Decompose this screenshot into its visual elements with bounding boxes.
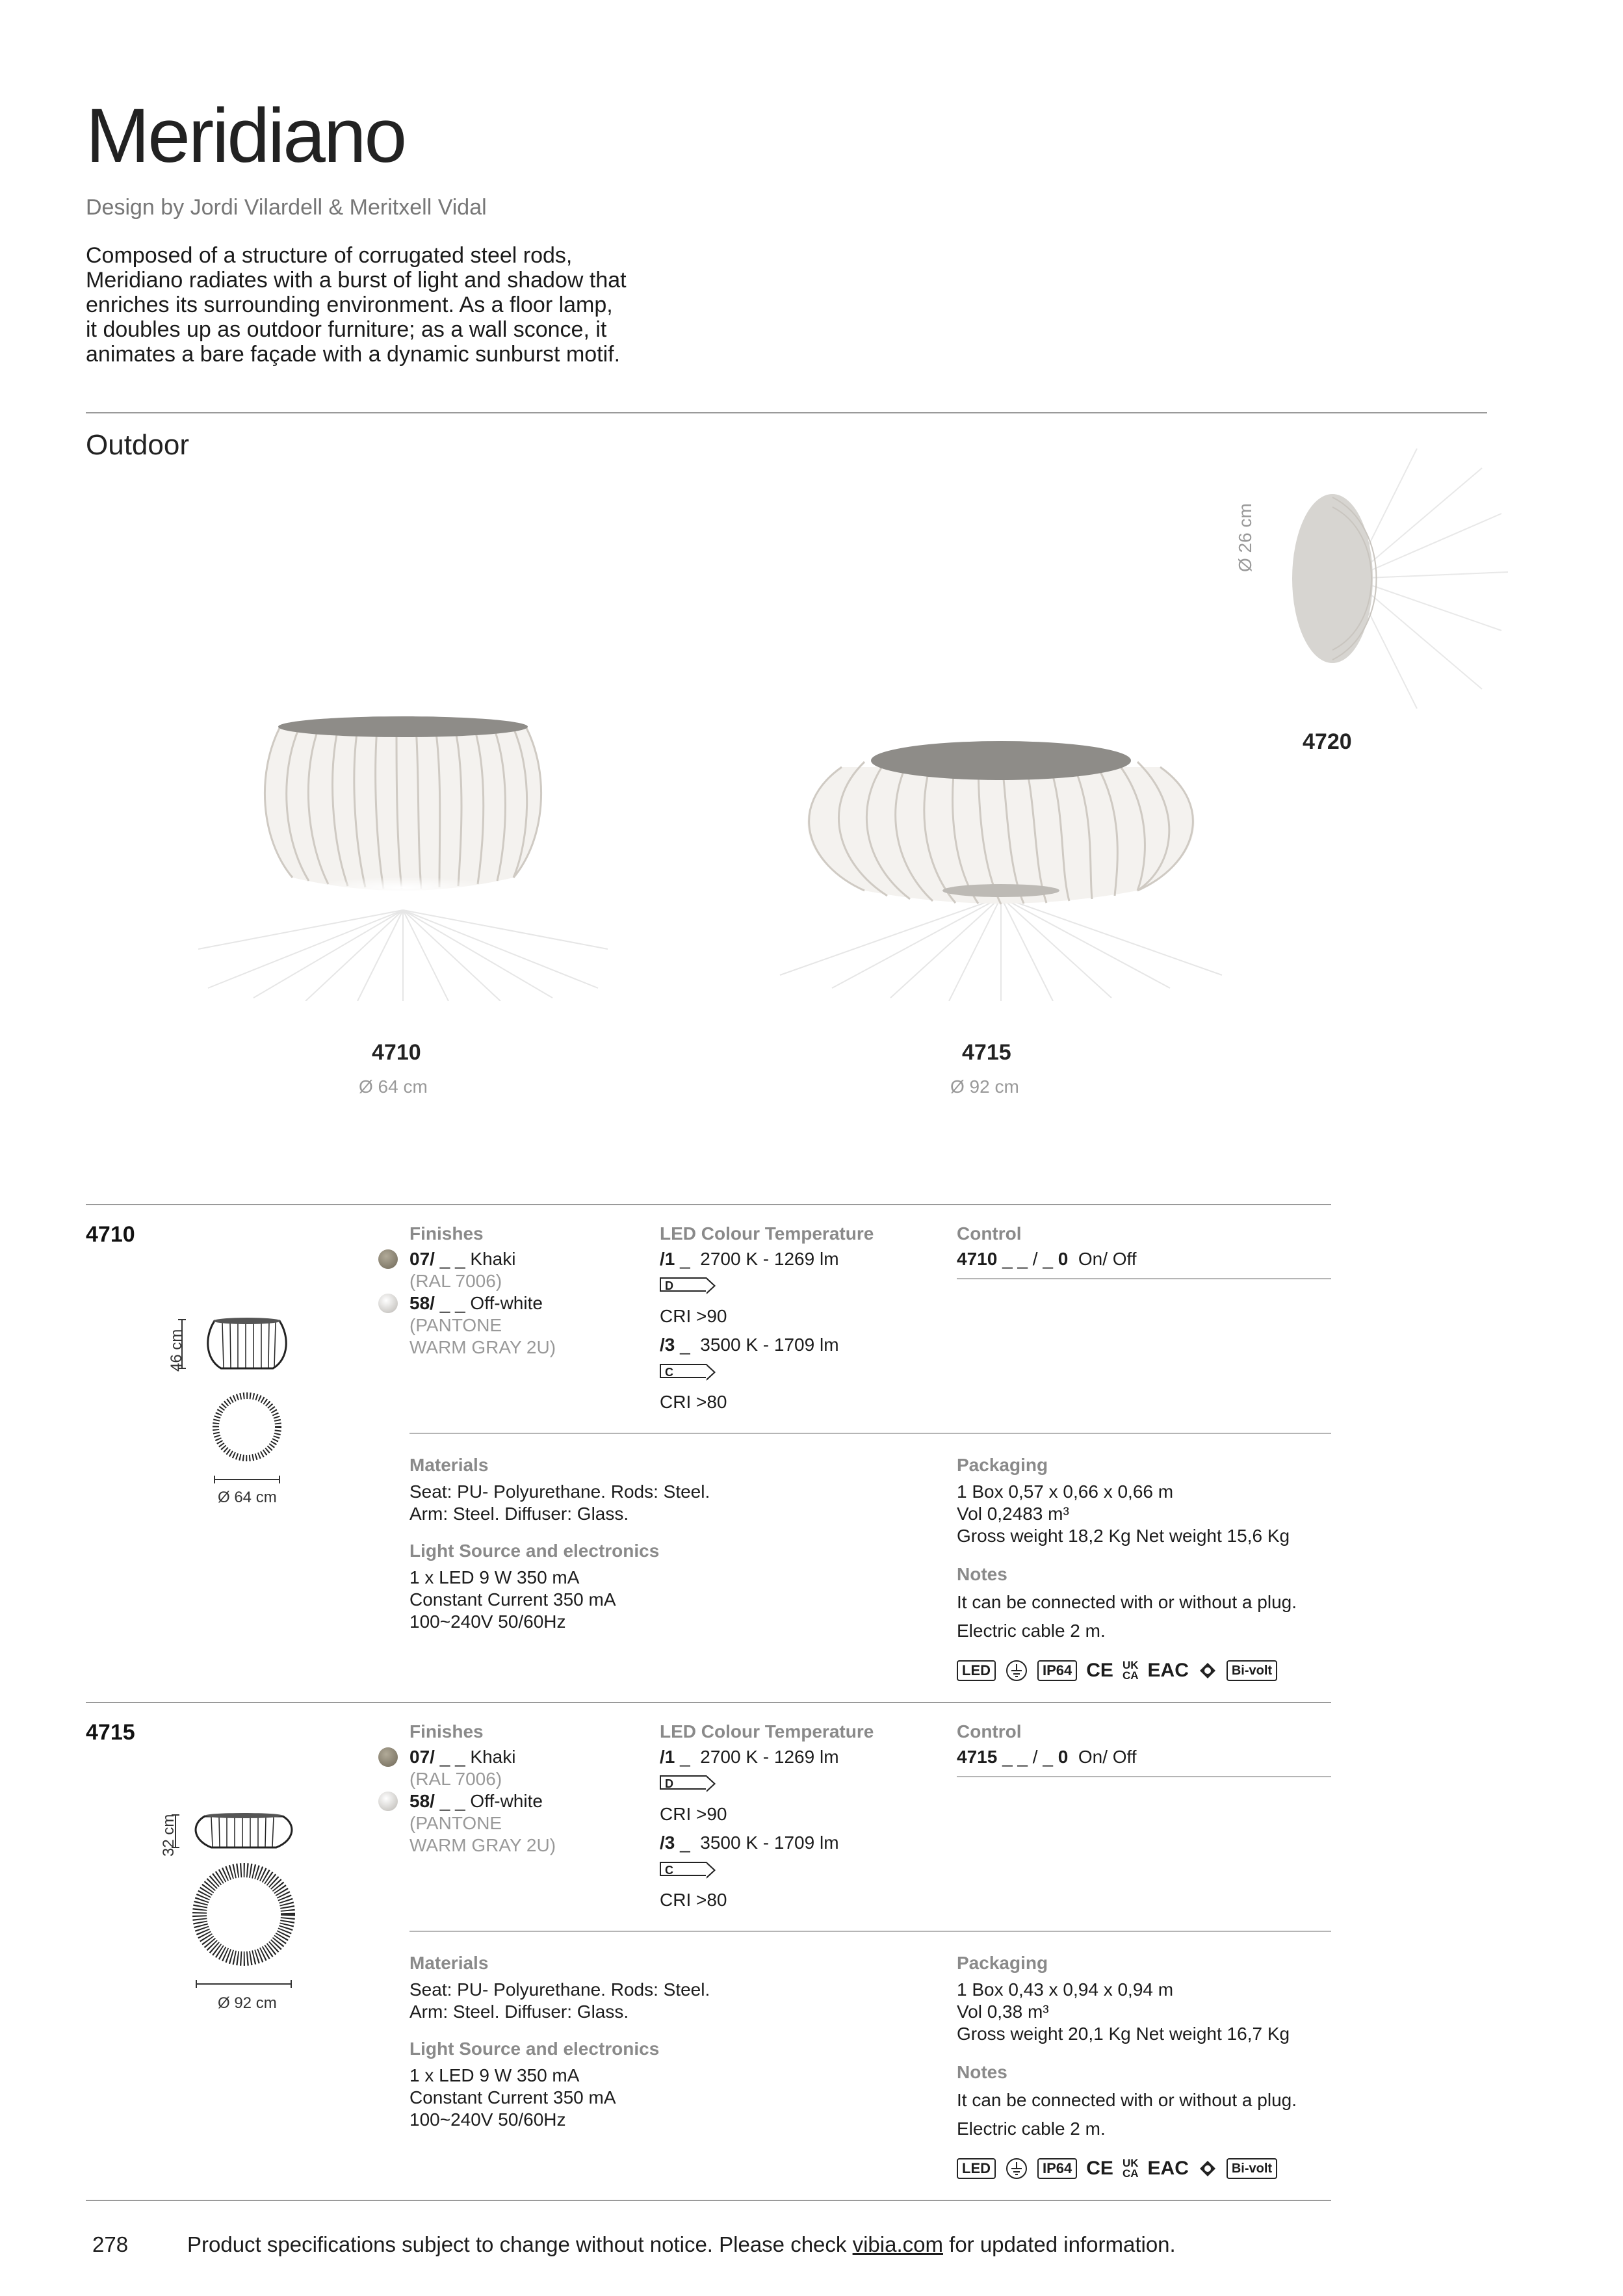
materials-line: Arm: Steel. Diffuser: Glass. (409, 2002, 629, 2022)
materials-line: Seat: PU- Polyurethane. Rods: Steel. (409, 1481, 710, 1502)
control-suffix: 0 (1058, 1249, 1069, 1269)
product-code-4710: 4710 (372, 1040, 421, 1065)
finish-code: 58/ (409, 1293, 435, 1313)
control-label: Control (957, 1223, 1022, 1244)
notes-label: Notes (957, 1564, 1007, 1584)
footer-text: for updated information. (942, 2232, 1176, 2256)
finish-swatch-offwhite (378, 1792, 398, 1814)
finishes-label: Finishes (409, 1223, 484, 1244)
packaging-line: Vol 0,38 m³ (957, 2002, 1049, 2022)
bivolt-badge: Bi-volt (1227, 1660, 1277, 1681)
recycle-icon (1198, 1661, 1217, 1680)
led-temp: 3500 K - 1709 lm (700, 1833, 839, 1853)
finishes-label: Finishes (409, 1721, 484, 1742)
led-temp: 2700 K - 1269 lm (700, 1747, 839, 1767)
height-label: 32 cm (160, 1814, 177, 1857)
packaging-label: Packaging (957, 1953, 1048, 1973)
control-suffix: 0 (1058, 1747, 1069, 1767)
ukca-bottom: CA (1122, 1669, 1139, 1682)
section-title: Outdoor (86, 429, 189, 461)
finish-swatch-offwhite (378, 1294, 398, 1316)
section-divider (86, 412, 1487, 413)
ground-icon (1005, 2157, 1028, 2180)
finish-sub: (PANTONE (409, 1315, 502, 1335)
packaging-line: 1 Box 0,57 x 0,66 x 0,66 m (957, 1481, 1174, 1502)
finish-offwhite (409, 1292, 543, 1314)
wall-lamp-disc (1292, 494, 1373, 663)
ip-rating: IP64 (1037, 2158, 1077, 2179)
ukca-bottom: CA (1122, 2167, 1139, 2180)
ukca-mark (1123, 1660, 1139, 1681)
control-text: On/ Off (1078, 1249, 1137, 1269)
energy-class: C (660, 1364, 707, 1378)
ukca-mark (1123, 2158, 1139, 2179)
led-code: /1 (660, 1747, 675, 1767)
spec-subdivider (409, 1433, 1331, 1434)
eac-mark: EAC (1147, 1660, 1189, 1681)
led-blank: _ (675, 1747, 690, 1767)
ukca-top: UK (1122, 1659, 1139, 1671)
finish-offwhite (409, 1790, 543, 1812)
page-number: 278 (92, 2232, 129, 2256)
energy-class-badge (660, 1775, 707, 1791)
product-code-4720: 4720 (1303, 729, 1352, 754)
control-label: Control (957, 1721, 1022, 1742)
bivolt-badge: Bi-volt (1227, 2158, 1277, 2179)
led-temp: 2700 K - 1269 lm (700, 1249, 839, 1269)
led-blank: _ (675, 1335, 690, 1355)
lamp-seat-top (278, 716, 528, 737)
lamp-diffuser (942, 884, 1059, 897)
lamp-glow (325, 875, 481, 893)
finish-swatch-khaki (378, 1249, 398, 1272)
product-dim-4720: Ø 26 cm (1235, 503, 1255, 572)
finish-blank: _ _ (434, 1293, 465, 1313)
led-code: /1 (660, 1249, 675, 1269)
light-source-label: Light Source and electronics (409, 1541, 660, 1561)
finish-name: Off-white (465, 1293, 543, 1313)
certification-row (957, 1659, 1277, 1682)
finish-name: Khaki (465, 1747, 516, 1767)
led-code: /3 (660, 1335, 675, 1355)
control-blank: _ _ / _ (997, 1249, 1058, 1269)
light-source-line: 1 x LED 9 W 350 mA (409, 1567, 580, 1587)
ukca-top: UK (1122, 2157, 1139, 2169)
notes-line: Electric cable 2 m. (957, 1621, 1106, 1641)
spec-subdivider (409, 1931, 1331, 1932)
ground-icon (1005, 1659, 1028, 1682)
light-source-line: Constant Current 350 mA (409, 1589, 616, 1610)
light-rays (780, 897, 1222, 1001)
energy-class-badge (660, 1862, 707, 1877)
packaging-label: Packaging (957, 1455, 1048, 1475)
spec-code: 4715 (86, 1720, 135, 1745)
led-cri: CRI >90 (660, 1306, 727, 1326)
finish-code: 07/ (409, 1747, 435, 1767)
intro-paragraph (86, 243, 736, 367)
diameter-label: Ø 92 cm (218, 1994, 277, 2012)
materials-label: Materials (409, 1953, 489, 1973)
finish-name: Khaki (465, 1249, 516, 1269)
control-underline (957, 1278, 1331, 1279)
packaging-line: 1 Box 0,43 x 0,94 x 0,94 m (957, 1979, 1174, 2000)
ip-rating: IP64 (1037, 1660, 1077, 1681)
control-code (957, 1746, 1137, 1768)
intro-line: animates a bare façade with a dynamic sunburst motif. (86, 342, 621, 367)
footer-text: Product specifications subject to change without notice. Please check (187, 2232, 853, 2256)
energy-class-badge (660, 1277, 707, 1293)
page-title: Meridiano (86, 93, 406, 179)
led-option (660, 1334, 839, 1356)
packaging-line: Gross weight 18,2 Kg Net weight 15,6 Kg (957, 1526, 1290, 1546)
product-image-4715 (767, 702, 1235, 1001)
led-temp: 3500 K - 1709 lm (700, 1335, 839, 1355)
finish-sub: (RAL 7006) (409, 1271, 502, 1291)
control-underline (957, 1776, 1331, 1777)
finish-sub: (RAL 7006) (409, 1769, 502, 1789)
led-badge: LED (957, 1660, 996, 1681)
control-text: On/ Off (1078, 1747, 1137, 1767)
spec-code: 4710 (86, 1222, 135, 1247)
lamp-body (808, 767, 1195, 904)
product-image-4710 (195, 663, 611, 1001)
packaging-line: Vol 0,2483 m³ (957, 1504, 1069, 1524)
finish-sub: (PANTONE (409, 1813, 502, 1833)
light-source-line: 100~240V 50/60Hz (409, 2109, 566, 2130)
control-product: 4715 (957, 1747, 998, 1767)
finish-code: 58/ (409, 1791, 435, 1811)
light-source-line: Constant Current 350 mA (409, 2087, 616, 2107)
led-label: LED Colour Temperature (660, 1223, 874, 1244)
light-source-line: 1 x LED 9 W 350 mA (409, 2065, 580, 2085)
energy-class: D (660, 1775, 707, 1790)
light-source-line: 100~240V 50/60Hz (409, 1611, 566, 1632)
lamp-seat-top (871, 741, 1131, 780)
finish-sub: WARM GRAY 2U) (409, 1835, 556, 1855)
energy-class: C (660, 1862, 707, 1876)
light-rays (198, 910, 608, 1001)
led-code: /3 (660, 1833, 675, 1853)
materials-label: Materials (409, 1455, 489, 1475)
spec-divider-bottom (86, 2200, 1331, 2201)
product-dim-4710: Ø 64 cm (359, 1076, 428, 1097)
control-code (957, 1248, 1137, 1270)
intro-line: Composed of a structure of corrugated steel rods, (86, 243, 573, 268)
led-label: LED Colour Temperature (660, 1721, 874, 1742)
footer-link[interactable]: vibia.com (852, 2232, 943, 2256)
finish-name: Off-white (465, 1791, 543, 1811)
finish-blank: _ _ (434, 1747, 465, 1767)
product-dim-4715: Ø 92 cm (950, 1076, 1019, 1097)
product-code-4715: 4715 (962, 1040, 1011, 1065)
notes-line: It can be connected with or without a plug. (957, 1592, 1297, 1612)
intro-line: it doubles up as outdoor furniture; as a wall sconce, it (86, 317, 607, 342)
certification-row (957, 2157, 1277, 2180)
materials-line: Arm: Steel. Diffuser: Glass. (409, 1504, 629, 1524)
finish-khaki (409, 1746, 515, 1768)
finish-code: 07/ (409, 1249, 435, 1269)
technical-drawing-4715 (156, 1807, 312, 2002)
ce-mark: CE (1086, 2158, 1113, 2179)
ce-mark: CE (1086, 1660, 1113, 1681)
recycle-icon (1198, 2159, 1217, 2178)
control-product: 4710 (957, 1249, 998, 1269)
led-badge: LED (957, 2158, 996, 2179)
finish-khaki (409, 1248, 515, 1270)
materials-line: Seat: PU- Polyurethane. Rods: Steel. (409, 1979, 710, 2000)
finish-blank: _ _ (434, 1791, 465, 1811)
intro-line: enriches its surrounding environment. As a floor lamp, (86, 293, 613, 317)
eac-mark: EAC (1147, 2158, 1189, 2179)
led-option (660, 1832, 839, 1854)
diameter-label: Ø 64 cm (218, 1489, 277, 1506)
led-cri: CRI >90 (660, 1804, 727, 1824)
light-source-label: Light Source and electronics (409, 2039, 660, 2059)
light-rays (1352, 449, 1508, 709)
energy-class: D (660, 1277, 707, 1292)
notes-label: Notes (957, 2062, 1007, 2082)
led-option (660, 1248, 839, 1270)
led-option (660, 1746, 839, 1768)
led-cri: CRI >80 (660, 1890, 727, 1910)
finish-sub: WARM GRAY 2U) (409, 1337, 556, 1357)
led-blank: _ (675, 1833, 690, 1853)
finish-blank: _ _ (434, 1249, 465, 1269)
footer-disclaimer (187, 2232, 1176, 2257)
energy-class-badge (660, 1364, 707, 1379)
product-image-4720 (1235, 442, 1508, 715)
notes-line: Electric cable 2 m. (957, 2119, 1106, 2139)
notes-line: It can be connected with or without a plug. (957, 2090, 1297, 2110)
led-cri: CRI >80 (660, 1392, 727, 1412)
finish-swatch-khaki (378, 1747, 398, 1770)
control-blank: _ _ / _ (997, 1747, 1058, 1767)
designer-credit: Design by Jordi Vilardell & Meritxell Vidal (86, 195, 487, 220)
technical-drawing-4710 (169, 1313, 299, 1508)
spec-divider (86, 1204, 1331, 1205)
led-blank: _ (675, 1249, 690, 1269)
spec-divider (86, 1702, 1331, 1703)
packaging-line: Gross weight 20,1 Kg Net weight 16,7 Kg (957, 2024, 1290, 2044)
intro-line: Meridiano radiates with a burst of light and shadow that (86, 268, 627, 293)
height-label: 46 cm (168, 1329, 185, 1372)
